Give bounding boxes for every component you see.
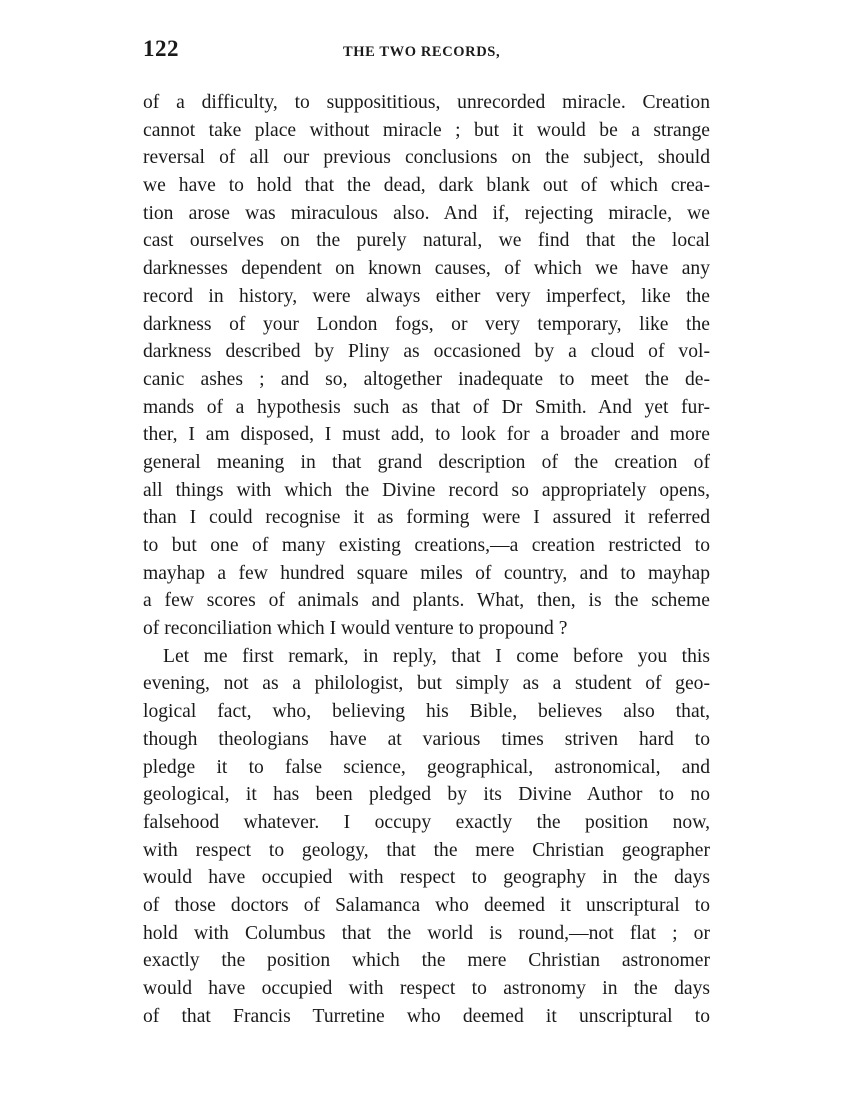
text-line: to but one of many existing creations,—a creation restricted to (143, 535, 710, 556)
text-line: reversal of all our previous conclusions on the subject, should (143, 147, 710, 169)
text-line: pledge it to false science, geographical, astronomical, and (143, 756, 710, 778)
text-line: geological, it has been pledged by its Divine Author to no (143, 784, 710, 806)
text-line: evening, not as a philologist, but simply as a student of geo- (143, 673, 710, 695)
paragraph-start-line: Let me first remark, in reply, that I come before you this (163, 645, 710, 667)
text-line: a few scores of animals and plants. What, then, is the scheme (143, 590, 710, 612)
text-line: would have occupied with respect to geography in the days (143, 867, 710, 889)
text-line: of a difficulty, to supposititious, unrecorded miracle. Creation (143, 92, 710, 113)
text-line: falsehood whatever. I occupy exactly the position now, (143, 811, 710, 833)
text-line: would have occupied with respect to astronomy in the days (143, 978, 710, 999)
text-line: cannot take place without miracle ; but it would be a strange (143, 119, 710, 141)
text-line: of those doctors of Salamanca who deemed it unscriptural to (143, 894, 710, 916)
page-number: 122 (143, 36, 179, 61)
text-line: canic ashes ; and so, altogether inadequate to meet the de- (143, 368, 710, 390)
text-line: hold with Columbus that the world is round,—not flat ; or (143, 922, 710, 944)
paragraph-end-line: of reconciliation which I would venture to propound ? (143, 618, 568, 640)
text-line: general meaning in that grand description of the creation of (143, 451, 710, 473)
text-line: though theologians have at various times striven hard to (143, 728, 710, 750)
text-line: logical fact, who, believing his Bible, believes also that, (143, 701, 710, 723)
text-line: all things with which the Divine record so appropriately opens, (143, 479, 710, 501)
text-line: with respect to geology, that the mere Christian geographer (143, 839, 710, 861)
text-line: record in history, were always either very imperfect, like the (143, 285, 710, 307)
text-line: ther, I am disposed, I must add, to look for a broader and more (143, 424, 710, 446)
text-line: tion arose was miraculous also. And if, rejecting miracle, we (143, 202, 710, 224)
running-head: THE TWO RECORDS, (343, 44, 501, 60)
text-line: mands of a hypothesis such as that of Dr Smith. And yet fur- (143, 396, 710, 418)
body-text (143, 89, 710, 1030)
text-line: darkness of your London fogs, or very temporary, like the (143, 313, 710, 335)
text-line: exactly the position which the mere Christian astronomer (143, 950, 710, 972)
text-line: of that Francis Turretine who deemed it unscriptural to (143, 1005, 710, 1027)
text-line: cast ourselves on the purely natural, we find that the local (143, 230, 710, 252)
text-line: we have to hold that the dead, dark blank out of which crea- (143, 175, 710, 197)
text-line: mayhap a few hundred square miles of country, and to mayhap (143, 562, 710, 584)
text-line: darknesses dependent on known causes, of which we have any (143, 258, 710, 280)
text-line: than I could recognise it as forming were I assured it referred (143, 507, 710, 529)
text-line: darkness described by Pliny as occasioned by a cloud of vol- (143, 341, 710, 363)
